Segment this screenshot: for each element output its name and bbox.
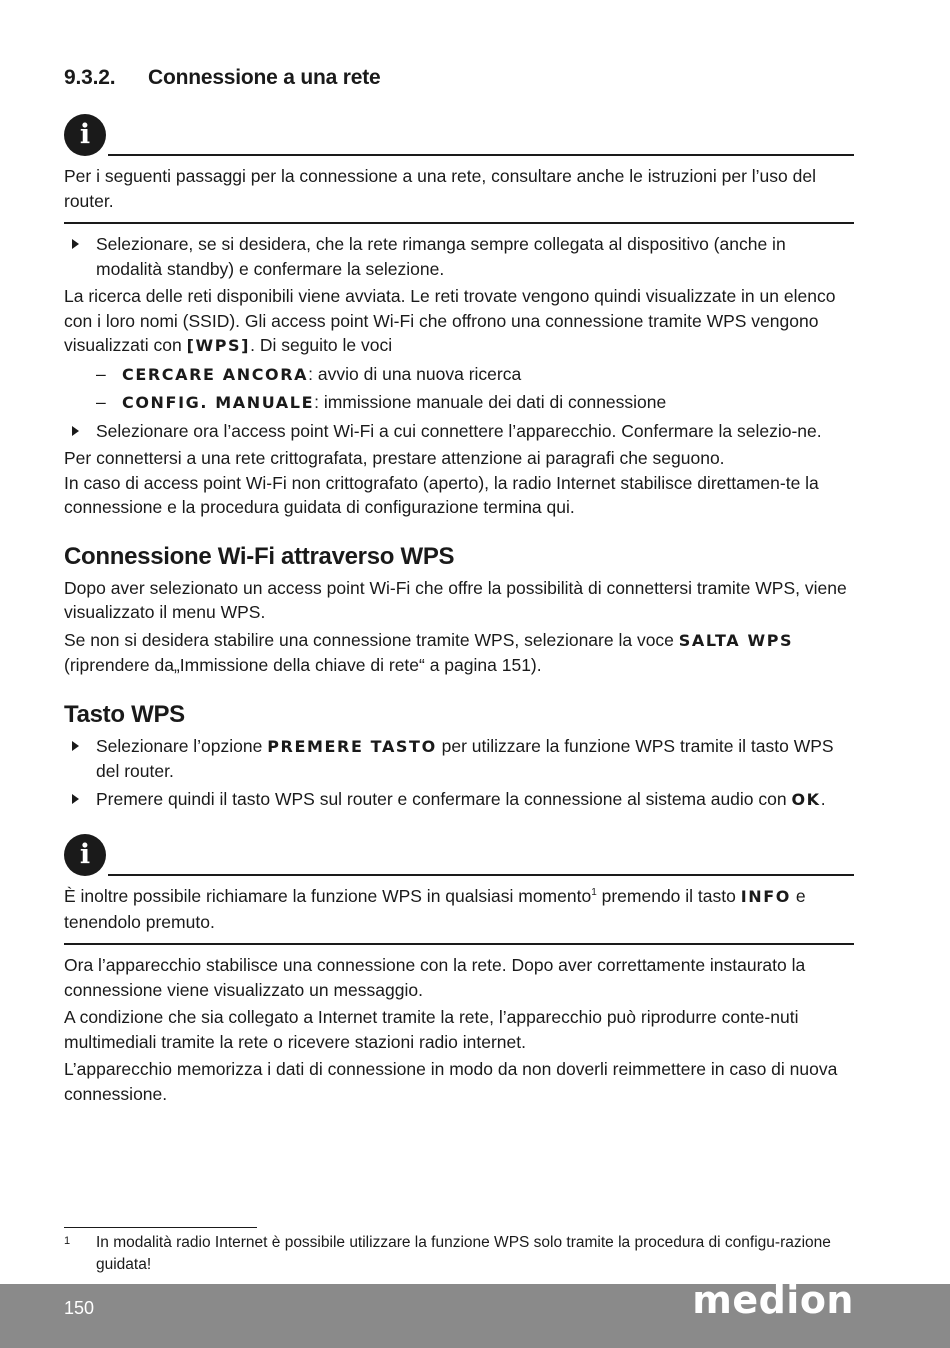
paragraph-text: . Di seguito le voci [250, 335, 393, 355]
menu-keyword: SALTA WPS [678, 630, 794, 650]
section-heading [64, 64, 854, 92]
menu-keyword: CERCARE ANCORA [122, 364, 309, 384]
paragraph-text: Se non si desidera stabilire una connessione tramite WPS, selezionare la voce [64, 629, 679, 650]
bullet-text: Premere quindi il tasto WPS sul router e confermare la connessione al sistema audio con [96, 788, 792, 809]
dash-text: : avvio di una nuova ricerca [308, 363, 522, 384]
note-rule [108, 874, 854, 876]
note-rule [108, 154, 854, 156]
page-number: 150 [64, 1298, 95, 1318]
bullet-item [64, 734, 854, 784]
footnote [64, 1232, 854, 1276]
medion-logo: medion [692, 1278, 854, 1322]
note-text-part: premendo il tasto [596, 886, 741, 906]
paragraph-text: (riprendere da„Immissione della chiave di rete“ a pagina 151). [64, 655, 542, 675]
page-footer [0, 1278, 950, 1348]
bullet-text: Selezionare l’opzione [96, 735, 268, 756]
note-text: Per i seguenti passaggi per la connessione a una rete, consultare anche le istruzioni per l’uso del router. [64, 166, 816, 211]
info-icon: i [64, 834, 106, 876]
section-number: 9.3.2. [64, 66, 116, 89]
paragraph [64, 284, 854, 359]
menu-keyword: [WPS] [186, 336, 251, 355]
footnote-rule [64, 1227, 257, 1228]
footnote-mark: 1 [64, 1235, 71, 1247]
bullet-text: . [820, 788, 826, 809]
paragraph [64, 628, 854, 678]
dash-item [64, 390, 854, 416]
info-note-2 [64, 830, 854, 945]
menu-keyword: CONFIG. MANUALE [122, 393, 315, 412]
bullet-item: Selezionare, se si desidera, che la rete rimanga sempre collegata al dispositivo (anche in modalità standby) e confermare la selezione. [64, 232, 854, 281]
paragraph-text: La ricerca delle reti disponibili viene avviata. Le reti trovate vengono quindi visualizzate in un elenco con i loro nomi (SSID). Gli access point Wi-Fi che offrono una connessione tramite WPS vengono visualizzati con [64, 286, 836, 355]
note-text [64, 884, 854, 934]
footnote-ref: 1 [591, 887, 597, 899]
bullet-item: Selezionare ora l’access point Wi-Fi a cui connettere l’apparecchio. Confermare la selezio-ne. [64, 419, 854, 444]
paragraph: In caso di access point Wi-Fi non crittografato (aperto), la radio Internet stabilisce direttamen-te la connessione e la procedura guidata di configurazione termina qui. [64, 472, 819, 517]
paragraph: Dopo aver selezionato un access point Wi-Fi che offre la possibilità di connettersi tramite WPS, viene visualizzato il menu WPS. [64, 577, 847, 622]
paragraph: Ora l’apparecchio stabilisce una connessione con la rete. Dopo aver correttamente instaurato la connessione viene visualizzato un messaggio. [64, 955, 806, 1000]
section-title: Connessione a una rete [148, 66, 381, 89]
paragraph: L’apparecchio memorizza i dati di connessione in modo da non doverli reimmettere in caso di nuova connessione. [64, 1059, 838, 1104]
heading-tasto-wps: Tasto WPS [64, 700, 185, 728]
bullet-item [64, 787, 854, 813]
dash-text: : immissione manuale dei dati di connessione [314, 392, 667, 412]
paragraph: A condizione che sia collegato a Internet tramite la rete, l’apparecchio può riprodurre conte-nuti multimediali tramite la rete o ricevere stazioni radio internet. [64, 1007, 799, 1052]
note-text-part: e tenendolo premuto. [64, 886, 806, 932]
menu-keyword: OK [791, 789, 821, 809]
menu-keyword: INFO [740, 887, 791, 906]
note-text-part: È inoltre possibile richiamare la funzione WPS in qualsiasi momento [64, 886, 592, 906]
info-note-1 [64, 110, 854, 224]
paragraph: Per connettersi a una rete crittografata, prestare attenzione ai paragrafi che seguono. [64, 448, 725, 468]
footnote-text: In modalità radio Internet è possibile utilizzare la funzione WPS solo tramite la procedura di configu-razione guidata! [96, 1234, 831, 1273]
info-icon: i [64, 114, 106, 156]
dash-item [64, 362, 854, 388]
page-content [64, 64, 854, 1109]
menu-keyword: PREMERE TASTO [267, 736, 437, 756]
bullet-text: per utilizzare la funzione WPS tramite il tasto WPS del router. [96, 735, 834, 781]
heading-wps: Connessione Wi-Fi attraverso WPS [64, 542, 455, 570]
